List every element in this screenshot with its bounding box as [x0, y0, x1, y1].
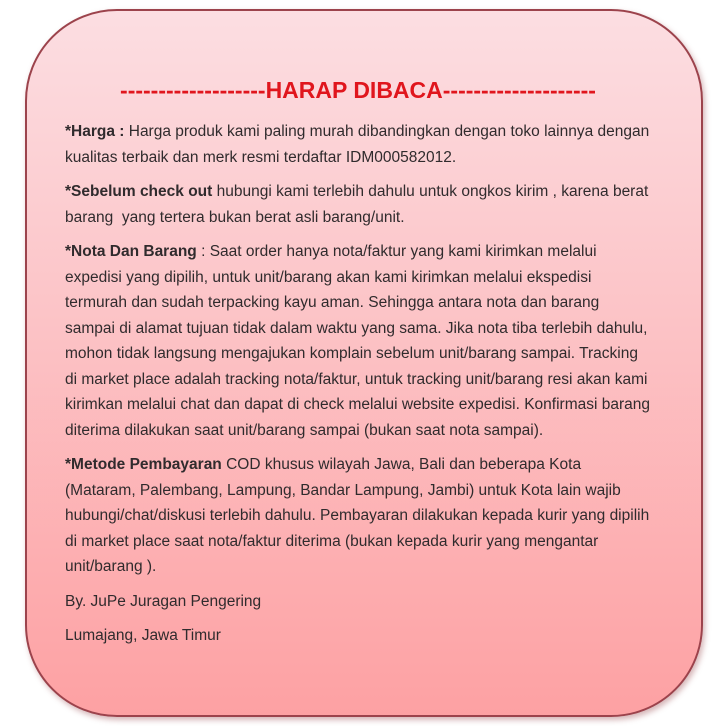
paragraph-lead-bold: *Nota Dan Barang: [65, 243, 197, 260]
notice-title: -------------------HARAP DIBACA--------------------: [120, 77, 596, 103]
paragraph-text: : Saat order hanya nota/faktur yang kami kirimkan melalui expedisi yang dipilih, untuk unit/barang akan kami kirimkan melalui ekspedisi termurah dan sudah terpacking kayu aman. Sehingga antara nota dan barang sampai di alamat tujuan tidak dalam waktu yang sama. Jika nota tiba terlebih dahulu, mohon tidak langsung mengajukan komplain sebelum unit/barang sampai. Tracking di market place adalah tracking nota/faktur, untuk tracking unit/barang resi akan kami kirimkan melalui chat dan dapat di check melalui website expedisi. Konfirmasi barang diterima dilakukan saat unit/barang sampai (bukan saat nota sampai).: [65, 243, 655, 439]
paragraph-text: Harga produk kami paling murah dibandingkan dengan toko lainnya dengan kualitas terbaik dan merk resmi terdaftar IDM000582012.: [65, 123, 654, 166]
paragraph-lead-bold: *Harga :: [65, 123, 125, 140]
notice-paragraph: [65, 179, 651, 230]
paragraph-text: hubungi kami terlebih dahulu untuk ongkos kirim , karena berat barang yang tertera bukan berat asli barang/unit.: [65, 183, 653, 226]
notice-paragraph: [65, 239, 655, 443]
location-line: Lumajang, Jawa Timur: [65, 627, 221, 644]
paragraph-text: COD khusus wilayah Jawa, Bali dan beberapa Kota (Mataram, Palembang, Lampung, Bandar Lampung, Jambi) untuk Kota lain wajib hubungi/chat/diskusi terlebih dahulu. Pembayaran dilakukan kepada kurir yang dipilih di market place saat nota/faktur diterima (bukan kepada kurir yang mengantar unit/barang ).: [65, 456, 654, 575]
notice-paragraphs: [65, 119, 655, 580]
notice-card: [25, 9, 703, 717]
paragraph-lead-bold: *Sebelum check out: [65, 183, 213, 200]
paragraph-lead-bold: *Metode Pembayaran: [65, 456, 222, 473]
signature-line: By. JuPe Juragan Pengering: [65, 592, 262, 610]
notice-content: [27, 11, 701, 649]
notice-paragraph: [65, 452, 654, 580]
notice-paragraph: [65, 119, 654, 170]
